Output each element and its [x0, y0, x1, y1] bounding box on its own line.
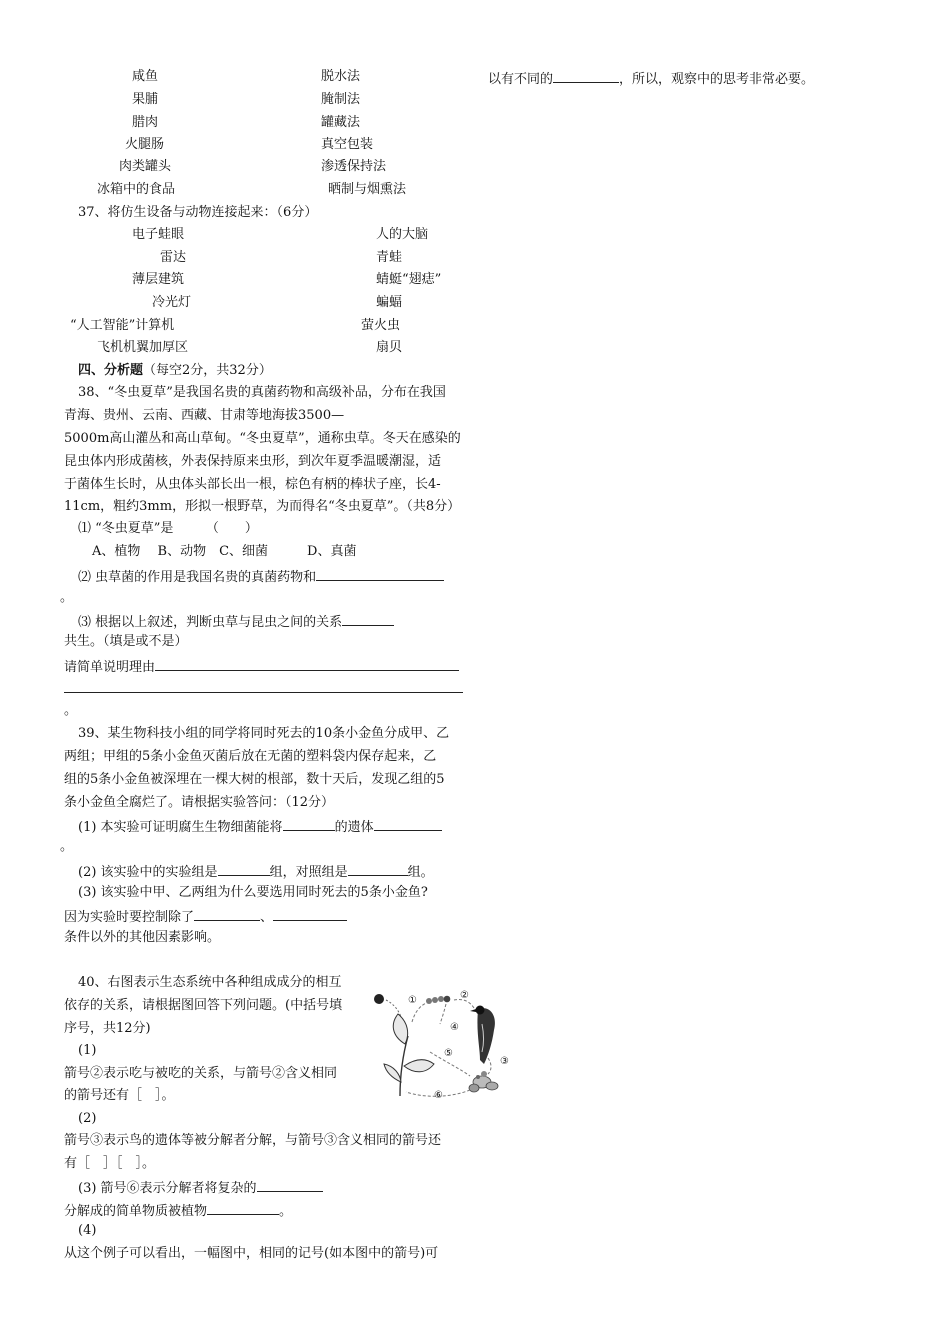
q40-part3-blank-1[interactable] [257, 1177, 323, 1192]
q39-part1-end: 。 [60, 839, 74, 854]
device-item-6: 飞机机翼加厚区 [97, 340, 189, 355]
q40-part3 [78, 1177, 323, 1198]
q39-part3-line2 [64, 906, 347, 927]
q38-part1: ⑴ “冬虫夏草”是 （ ） [78, 521, 258, 536]
sun-icon [374, 994, 384, 1004]
method-item-2: 腌制法 [321, 92, 361, 107]
q39-part3-cont: 条件以外的其他因素影响。 [64, 930, 221, 945]
q40-part3-end: 。 [279, 1204, 293, 1219]
diagram-label-6: ⑥ [434, 1090, 443, 1100]
q39-line-1: 39、某生物科技小组的同学将同时死去的10条小金鱼分成甲、乙 [78, 726, 450, 741]
method-item-1: 脱水法 [321, 69, 361, 84]
q38-part2 [78, 566, 444, 587]
q39-part3-text-a: 因为实验时要控制除了 [64, 910, 195, 925]
device-item-4: 冷光灯 [152, 295, 192, 310]
diagram-label-5: ⑤ [444, 1048, 453, 1059]
right-col-blank[interactable] [553, 68, 619, 83]
animal-item-4: 蝙蝠 [376, 295, 403, 310]
animal-item-1: 人的大脑 [376, 227, 429, 242]
q38-part2-end: 。 [60, 590, 74, 605]
q38-line-5: 于菌体生长时，从虫体头部长出一根，棕色有柄的棒状子座，长4- [64, 477, 441, 492]
diagram-label-4: ④ [450, 1022, 459, 1033]
caterpillar-icon [426, 996, 450, 1004]
right-col-text-a: 以有不同的 [488, 72, 554, 87]
q39-part2-text-a: (2) 该实验中的实验组是 [78, 865, 218, 880]
animal-item-2: 青蛙 [376, 250, 403, 265]
q39-line-2: 两组；甲组的5条小金鱼灭菌后放在无菌的塑料袋内保存起来，乙 [64, 749, 437, 764]
diagram-label-1: ① [408, 995, 417, 1006]
q40-part1-num: (1) [78, 1043, 97, 1058]
device-item-1: 电子蛙眼 [132, 227, 185, 242]
right-col-text [488, 68, 814, 89]
q40-part1-line2: 的箭号还有［ ］。 [64, 1088, 175, 1103]
q40-intro-3: 序号，共12分) [64, 1021, 151, 1036]
food-item-1: 咸鱼 [132, 69, 159, 84]
bird-icon [470, 1006, 495, 1065]
method-item-4: 真空包装 [321, 137, 374, 152]
q40-part4-num: (4) [78, 1223, 97, 1238]
animal-item-3: 蜻蜓“翅痣” [376, 272, 442, 287]
arrow-4 [440, 1004, 446, 1024]
q38-reason [64, 656, 459, 677]
q40-part2-num: (2) [78, 1111, 97, 1126]
q39-part3-blank-1[interactable] [194, 906, 260, 921]
food-item-3: 腊肉 [132, 115, 159, 130]
q38-reason-blank-2[interactable] [64, 692, 463, 693]
q40-part1-line1: 箭号②表示吃与被吃的关系，与箭号②含义相同 [64, 1066, 338, 1081]
right-col-text-b: ，所以，观察中的思考非常必要。 [619, 72, 815, 87]
food-item-5: 肉类罐头 [119, 159, 172, 174]
food-item-2: 果脯 [132, 92, 159, 107]
method-item-3: 罐藏法 [321, 115, 361, 130]
q40-intro-2: 依存的关系，请根据图回答下列问题。(中括号填 [64, 998, 343, 1013]
q38-part2-text: ⑵ 虫草菌的作用是我国名贵的真菌药物和 [78, 570, 317, 585]
q38-part2-blank[interactable] [316, 566, 444, 581]
food-item-4: 火腿肠 [125, 137, 165, 152]
q40-part2-line2: 有［ ］［ ］。 [64, 1156, 156, 1171]
q38-part3-blank[interactable] [342, 611, 394, 626]
q39-part1-text-a: (1) 本实验可证明腐生生物细菌能将 [78, 820, 283, 835]
q40-part3-text-a: (3) 箭号⑥表示分解者将复杂的 [78, 1181, 257, 1196]
q38-reason-blank-1[interactable] [155, 656, 459, 671]
q40-part4-line1: 从这个例子可以看出，一幅图中，相同的记号(如本图中的箭号)可 [64, 1246, 439, 1261]
q39-part2 [78, 861, 434, 882]
method-item-5: 渗透保持法 [321, 159, 387, 174]
q39-line-4: 条小金鱼全腐烂了。请根据实验答问：（12分） [64, 795, 335, 810]
q39-part3-text-b: 、 [260, 910, 274, 925]
q39-part3: (3) 该实验中甲、乙两组为什么要选用同时死去的5条小金鱼? [78, 885, 428, 900]
q39-part1-text-b: 的遗体 [334, 820, 374, 835]
section4-note: （每空2分，共32分） [143, 363, 272, 378]
section4-title: 四、分析题 [78, 363, 144, 378]
q38-part3-text: ⑶ 根据以上叙述，判断虫草与昆虫之间的关系 [78, 615, 343, 630]
q38-reason-text: 请简单说明理由 [64, 660, 156, 675]
q38-line-2: 青海、贵州、云南、西藏、甘肃等地海拔3500— [64, 408, 345, 423]
q38-line-1: 38、“冬虫夏草”是我国名贵的真菌药物和高级补品，分布在我国 [78, 385, 446, 400]
q39-part1 [78, 816, 442, 837]
q39-part1-blank-1[interactable] [283, 816, 335, 831]
arrow-3 [488, 1058, 491, 1074]
q39-line-3: 组的5条小金鱼被深埋在一棵大树的根部，数十天后，发现乙组的5 [64, 772, 445, 787]
q40-intro-1: 40、右图表示生态系统中各种组成成分的相互 [78, 975, 342, 990]
q38-line-4: 昆虫体内形成菌核，外表保持原来虫形，到次年夏季温暖潮湿，适 [64, 454, 442, 469]
q40-part2-line1: 箭号③表示鸟的遗体等被分解者分解，与箭号③含义相同的箭号还 [64, 1133, 442, 1148]
decomposer-icon [469, 1071, 498, 1092]
animal-item-5: 萤火虫 [361, 318, 401, 333]
q40-part3-line2 [64, 1200, 292, 1221]
q38-options: A、植物 B、动物 C、细菌 D、真菌 [92, 544, 357, 559]
q40-part3-text-b: 分解成的简单物质被植物 [64, 1204, 208, 1219]
q39-part2-blank-2[interactable] [348, 861, 408, 876]
q40-part3-blank-2[interactable] [207, 1200, 279, 1215]
plant-icon [384, 1014, 434, 1096]
food-item-6: 冰箱中的食品 [97, 182, 176, 197]
q38-part3-cont: 共生。（填是或不是） [64, 634, 188, 649]
diagram-label-2: ② [460, 990, 469, 1001]
q38-part3 [78, 611, 394, 632]
q38-reason-end: 。 [64, 703, 78, 718]
q37-title: 37、将仿生设备与动物连接起来：（6分） [78, 205, 318, 220]
animal-item-6: 扇贝 [376, 340, 403, 355]
q38-line-3: 5000m高山灌丛和高山草甸。“冬虫夏草”，通称虫草。冬天在感染的 [64, 431, 461, 446]
q39-part3-blank-2[interactable] [273, 906, 347, 921]
q38-line-6: 11cm，粗约3mm，形拟一根野草，为而得名“冬虫夏草”。（共8分） [64, 499, 461, 514]
method-item-6: 晒制与烟熏法 [328, 182, 407, 197]
device-item-3: 薄层建筑 [132, 272, 185, 287]
diagram-label-3: ③ [500, 1056, 509, 1067]
q39-part2-blank-1[interactable] [218, 861, 270, 876]
ecosystem-diagram [370, 988, 515, 1100]
q39-part2-text-b: 组，对照组是 [269, 865, 348, 880]
section4-heading [78, 362, 272, 380]
q39-part1-blank-2[interactable] [374, 816, 442, 831]
device-item-2: 雷达 [160, 250, 187, 265]
device-item-5: “人工智能”计算机 [70, 318, 175, 333]
q39-part2-text-c: 组。 [407, 865, 434, 880]
